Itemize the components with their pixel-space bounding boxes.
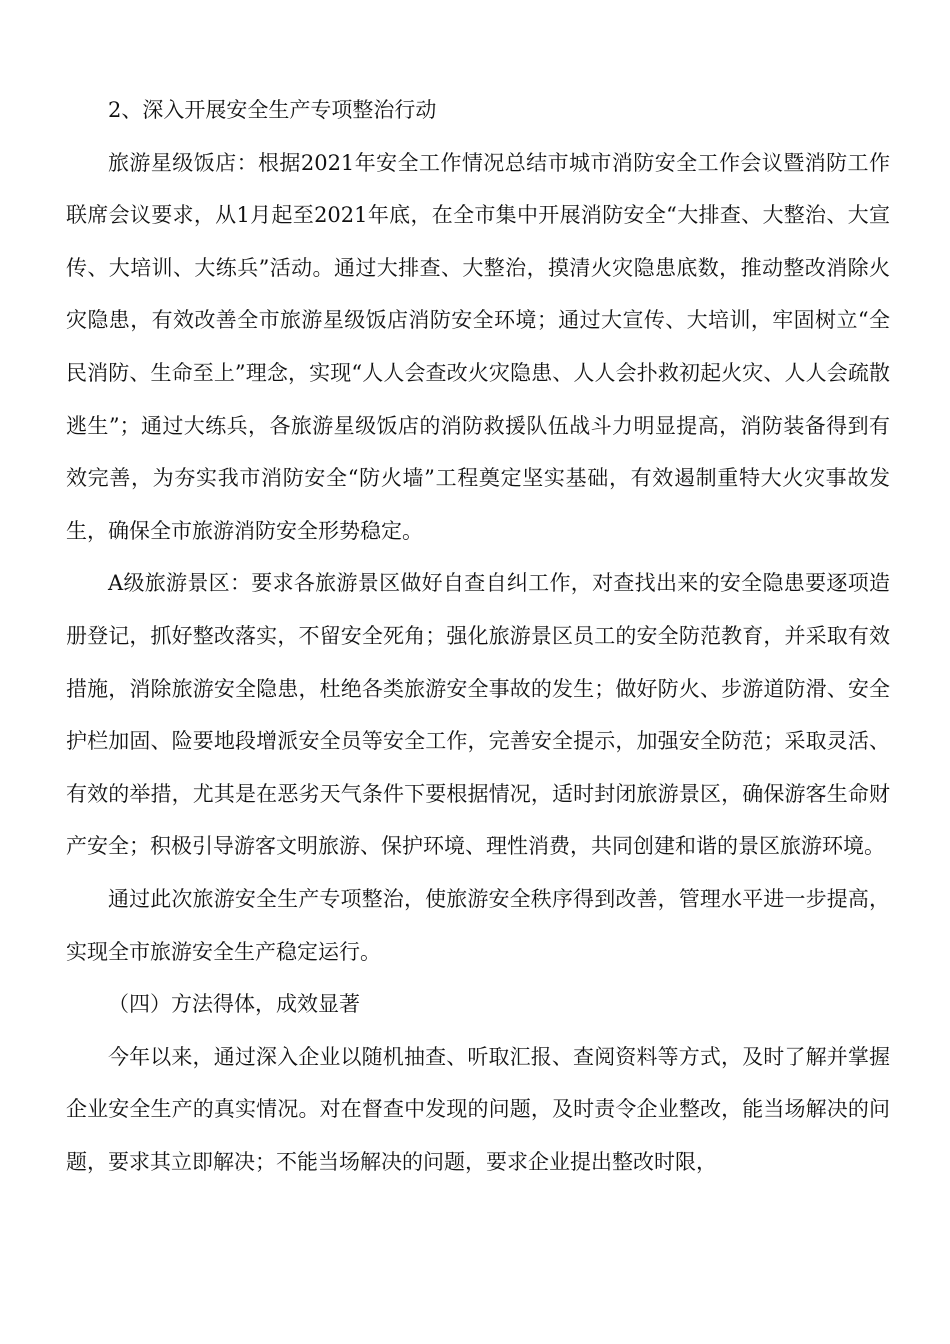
section-heading-special-rectification: 2、深入开展安全生产专项整治行动: [108, 98, 437, 122]
section-heading-methods: （四）方法得体，成效显著: [108, 992, 360, 1017]
paragraph-methods-effects: 今年以来，通过深入企业以随机抽查、听取汇报、查阅资料等方式，及时了解并掌握企业安全生产的真实情况。对在督查中发现的问题，及时责令企业整改，能当场解决的问题，要求其立即解决；不能当场解决的问题，要求企业提出整改时限，: [66, 1044, 890, 1174]
paragraph-rectification-result: 通过此次旅游安全生产专项整治，使旅游安全秩序得到改善，管理水平进一步提高，实现全市旅游安全生产稳定运行。: [66, 886, 890, 964]
paragraph-a-level-scenic-spots: A级旅游景区：要求各旅游景区做好自查自纠工作，对查找出来的安全隐患要逐项造册登记，抓好整改落实，不留安全死角；强化旅游景区员工的安全防范教育，并采取有效措施，消除旅游安全隐患，杜绝各类旅游安全事故的发生；做好防火、步游道防滑、安全护栏加固、险要地段增派安全员等安全工作，完善安全提示，加强安全防范；采取灵活、有效的举措，尤其是在恶劣天气条件下要根据情况，适时封闭旅游景区，确保游客生命财产安全；积极引导游客文明旅游、保护环境、理性消费，共同创建和谐的景区旅游环境。: [66, 571, 890, 859]
paragraph-star-hotels: 旅游星级饭店：根据2021年安全工作情况总结市城市消防安全工作会议暨消防工作联席会议要求，从1月起至2021年底，在全市集中开展消防安全“大排查、大整治、大宣传、大培训、大练兵”活动。通过大排查、大整治，摸清火灾隐患底数，推动整改消除火灾隐患，有效改善全市旅游星级饭店消防安全环境；通过大宣传、大培训，牢固树立“全民消防、生命至上”理念，实现“人人会查改火灾隐患、人人会扑救初起火灾、人人会疏散逃生”；通过大练兵，各旅游星级饭店的消防救援队伍战斗力明显提高，消防装备得到有效完善，为夯实我市消防安全“防火墙”工程奠定坚实基础，有效遏制重特大火灾事故发生，确保全市旅游消防安全形势稳定。: [66, 150, 890, 543]
